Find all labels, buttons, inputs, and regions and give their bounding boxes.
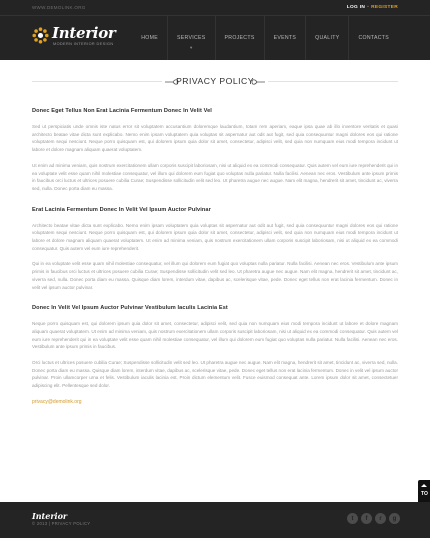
site-url-link[interactable]: WWW.DEMOLINK.ORG [32, 5, 86, 10]
chevron-down-icon: ▼ [189, 45, 194, 50]
logo-tagline: MODERN INTERIOR DESIGN [53, 42, 114, 46]
main-nav [132, 16, 398, 60]
contact-email-link[interactable]: privacy@demolink.org [32, 398, 82, 405]
twitter-icon[interactable]: t [347, 513, 358, 524]
nav-projects-label: PROJECTS [224, 35, 255, 41]
top-bar [0, 0, 430, 16]
page-title-bar [32, 75, 398, 89]
section-heading: Erat Lacinia Fermentum Donec In Velit Vel Ipsum Auctor Pulvinar [32, 206, 211, 213]
login-link[interactable]: LOG IN [346, 5, 366, 10]
title-divider-right [268, 81, 398, 82]
auth-separator: • [367, 5, 370, 10]
footer-logo[interactable]: Interior [32, 511, 68, 521]
auth-links [347, 5, 398, 10]
page-title: PRIVACY POLICY [176, 76, 254, 86]
social-links [347, 513, 400, 524]
site-footer [0, 502, 430, 538]
rss-icon[interactable]: r [375, 513, 386, 524]
back-to-top-button[interactable] [418, 480, 430, 504]
register-link[interactable]: REGISTER [371, 5, 398, 10]
section-paragraph: Ut enim ad minima veniam, quis nostrum exercitationem ullam corporis suscipit laboriosam, nisi ut aliquid ex ea commodi consequatur. Quis autem vel eum iure reprehenderit qui in ea voluptate velit esse quam nihil molestiae consequatur, vel illum qui dolorem eum fugiat quo voluptas nulla pariatur. Nulla facilisi. Aenean nec eros. Vestibulum ante ipsum primis in faucibus orci luctus et ultrices posuere cubilia Curae; Suspendisse sollicitudin velit sed leo. Ut pharetra augue nec augue. Nam elit magna, hendrerit sit amet, tincidunt ac, viverra sed, nulla. Donec porta diam eu massa. [32, 162, 398, 191]
logo-name: Interior [52, 24, 116, 42]
site-header [0, 0, 430, 60]
nav-quality-label: QUALITY [315, 35, 340, 41]
policy-content [32, 107, 398, 406]
section-heading: Donec In Velit Vel Ipsum Auctor Pulvinar Vestibulum Iaculis Lacinia Est [32, 305, 228, 312]
section-paragraph: Qui in ea voluptate velit esse quam nihil molestiae consequatur, vel illum qui dolorem eum fugiat quo voluptas nulla pariatur. Nulla facilisi. Aenean nec eros. Vestibulum ante ipsum primis in faucibus orci luctus et ultrices posuere cubilia Curae; Suspendisse sollicitudin velit sed leo. Ut pharetra augue nec augue. Nam elit magna, hendrerit sit amet, tincidunt ac, viverra sed, nulla. Donec porta diam eu massa. Quisque diam lorem, interdum vitae, dapibus ac, scelerisque vitae, pede. Donec eget tellus non erat lacinia fermentum. Donec in velit vel ipsum auctor pulvinar. [32, 261, 398, 290]
arrow-up-icon [421, 484, 427, 487]
nav-events-label: EVENTS [273, 35, 297, 41]
nav-projects[interactable] [215, 16, 264, 60]
flower-logo-icon [32, 27, 49, 44]
back-to-top-label: TO [421, 491, 428, 497]
nav-services[interactable] [167, 16, 215, 60]
section-paragraph: Architecto beatae vitae dicta sunt explicabo. Nemo enim ipsam voluptatem quia voluptas sit aspernatur aut odit aut fugit, sed quia consequuntur magni dolores eos qui ratione voluptatem sequi nesciunt. Neque porro quisquam est, qui dolorem ipsum quia dolor sit amet, consectetur, adipisci velit, sed quia non numquam eius modi tempora incidunt ut labore et dolore magnam aliquam quaerat voluptatem. Ut enim ad minima veniam, quis nostrum exercitationem ullam corporis suscipit laboriosam, nisi ut aliquid ex ea commodi consequatur. Quis autem vel eum iure reprehenderit. [32, 222, 398, 251]
section-paragraph: Sed ut perspiciatis unde omnis iste natus error sit voluptatem accusantium doloremque laudantium, totam rem aperiam, eaque ipsa quae ab illo inventore veritatis et quasi architecto beatae vitae dicta sunt explicabo. Nemo enim ipsam voluptatem quia voluptas sit aspernatur aut odit aut fugit, sed quia consequuntur magni dolores eos qui ratione voluptatem sequi nesciunt. Neque porro quisquam est, qui dolorem ipsum quia dolor sit amet, consectetur, adipisci velit, sed quia non numquam eius modi tempora incidunt ut labore et dolore magnam aliquam quaerat voluptatem. [32, 124, 398, 153]
facebook-icon[interactable]: f [361, 513, 372, 524]
section-heading: Donec Eget Tellus Non Erat Lacinia Fermentum Donec In Velit Vel [32, 108, 212, 114]
section-paragraph: Neque porro quisquam est, qui dolorem ipsum quia dolor sit amet, consectetur, adipisci velit, sed quia non numquam eius modi tempora incidunt ut labore et dolore magnam aliquam quaerat voluptatem. Ut enim ad minima veniam, quis nostrum exercitationem ullam corporis suscipit laboriosam, nisi ut aliquid ex ea commodi consequatur. Quis autem vel eum iure reprehenderit qui in ea voluptate velit esse quam nihil molestiae consequatur, vel illum qui dolorem eum fugiat quo voluptas nulla pariatur. Nulla facilisi. Aenean nec eros. Vestibulum ante ipsum primis in faucibus. [32, 321, 398, 350]
google-plus-icon[interactable]: g [389, 513, 400, 524]
nav-home-label: HOME [141, 35, 158, 41]
nav-contacts[interactable] [348, 16, 398, 60]
ornament-right-icon [251, 79, 265, 85]
nav-services-label: SERVICES [176, 35, 206, 41]
nav-contacts-label: CONTACTS [358, 35, 389, 41]
nav-home[interactable] [132, 16, 167, 60]
nav-quality[interactable] [305, 16, 348, 60]
footer-copyright: © 2013 | PRIVACY POLICY [32, 521, 91, 526]
nav-events[interactable] [264, 16, 306, 60]
section-paragraph: Orci luctus et ultrices posuere cubilia Curae; Suspendisse sollicitudin velit sed leo. Ut pharetra augue nec augue. Nam elit magna, hendrerit sit amet, tincidunt ac, viverra sed, nulla. Donec porta diam eu massa. Quisque diam lorem, interdum vitae, dapibus ac, scelerisque vitae, pede. Donec eget tellus non erat lacinia fermentum. Donec in velit vel ipsum auctor pulvinar. Proin ullamcorper urna et felis. Vestibulum iaculis lacinia est. Proin dictum elementum velit. Fusce euismod consequat ante. Lorem ipsum dolor sit amet, consectetuer adipiscing elit. Pellentesque sed dolor. [32, 360, 398, 389]
logo[interactable] [32, 23, 122, 53]
